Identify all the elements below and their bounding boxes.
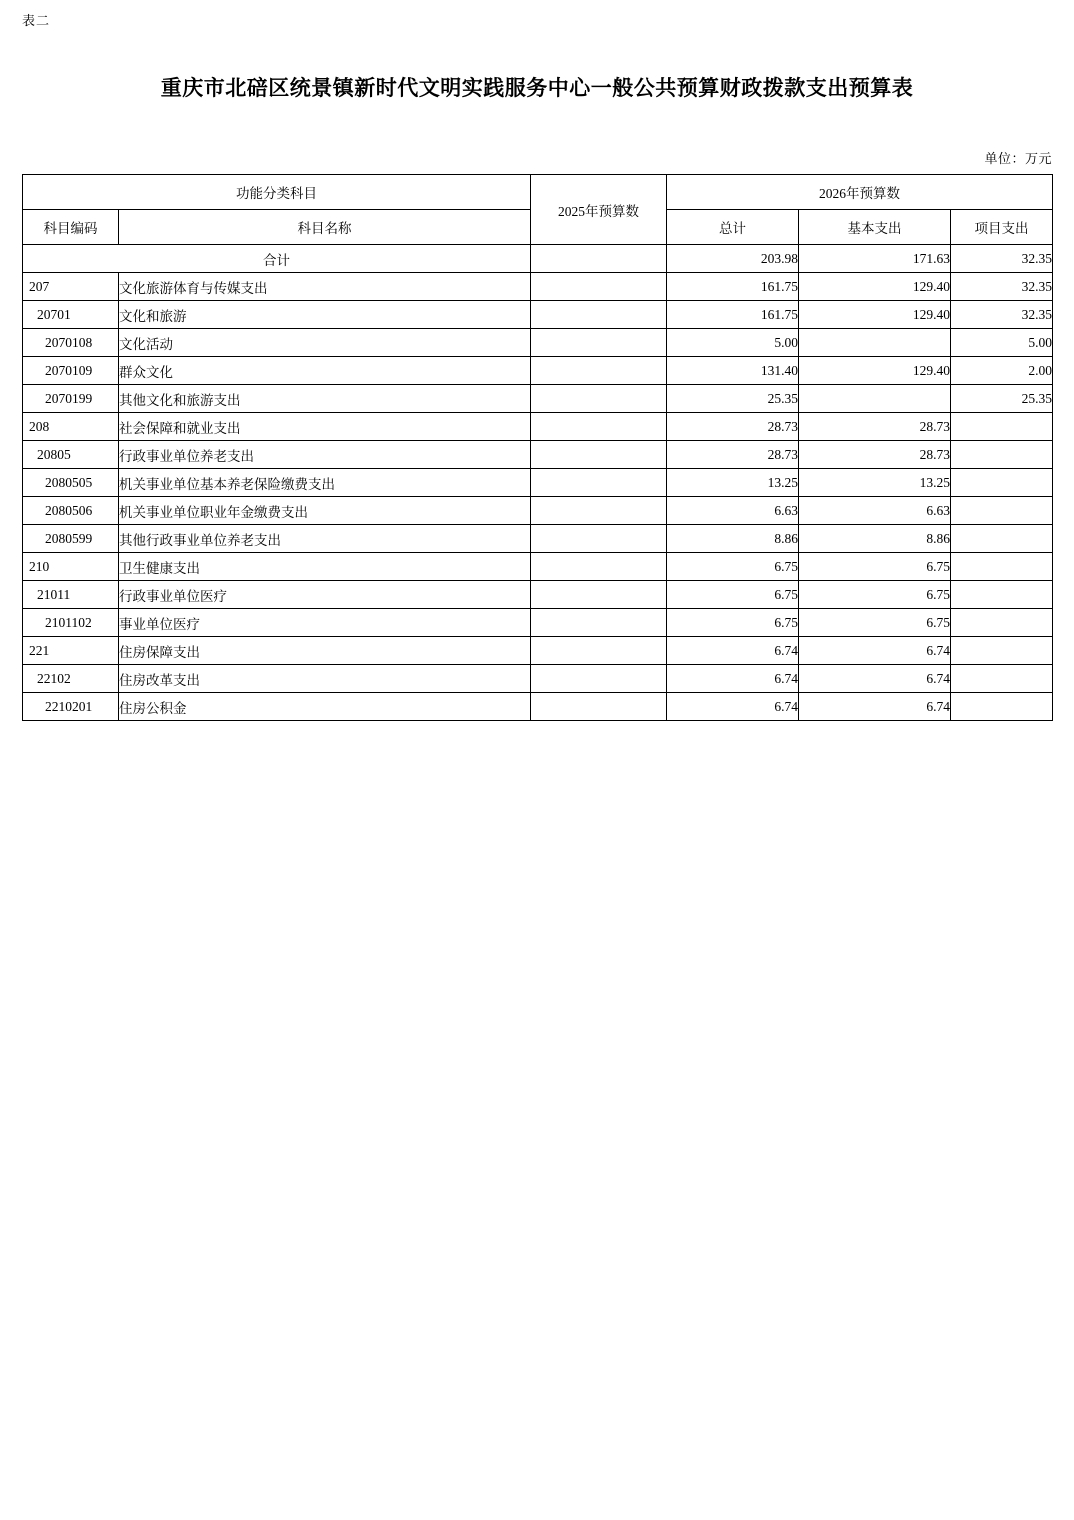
cell-y2025 [531, 329, 667, 357]
cell-subject-name: 文化旅游体育与传媒支出 [119, 273, 531, 301]
cell-basic [799, 385, 951, 413]
unit-note: 单位：万元 [984, 151, 1052, 166]
cell-project [951, 441, 1053, 469]
header-2026-group: 2026年预算数 [667, 175, 1053, 210]
cell-total: 6.74 [667, 693, 799, 721]
header-col-2025: 2025年预算数 [531, 175, 667, 245]
table-row [23, 413, 1053, 441]
table-row [23, 273, 1053, 301]
cell-basic: 13.25 [799, 469, 951, 497]
cell-total: 6.74 [667, 637, 799, 665]
cell-project [951, 497, 1053, 525]
table-row [23, 553, 1053, 581]
table-row [23, 357, 1053, 385]
header-col-basic: 基本支出 [799, 210, 951, 245]
cell-subject-code: 207 [23, 273, 119, 301]
table-row [23, 609, 1053, 637]
cell-project: 32.35 [951, 273, 1053, 301]
cell-subject-name: 文化和旅游 [119, 301, 531, 329]
cell-project [951, 693, 1053, 721]
cell-y2025 [531, 525, 667, 553]
table-row [23, 525, 1053, 553]
cell-total: 6.75 [667, 553, 799, 581]
cell-subject-code: 20805 [23, 441, 119, 469]
cell-subject-name: 住房公积金 [119, 693, 531, 721]
page-title: 重庆市北碚区统景镇新时代文明实践服务中心一般公共预算财政拨款支出预算表 [160, 77, 914, 100]
cell-project [951, 665, 1053, 693]
table-row-total [23, 245, 1053, 273]
cell-total: 6.74 [667, 665, 799, 693]
cell-y2025 [531, 553, 667, 581]
cell-subject-code: 2080506 [23, 497, 119, 525]
cell-y2025 [531, 357, 667, 385]
cell-basic: 6.63 [799, 497, 951, 525]
cell-y2025 [531, 581, 667, 609]
table-row [23, 469, 1053, 497]
sheet-label: 表二 [22, 13, 51, 28]
cell-total: 6.75 [667, 609, 799, 637]
cell-basic [799, 329, 951, 357]
cell-basic: 6.75 [799, 609, 951, 637]
cell-subject-name: 行政事业单位医疗 [119, 581, 531, 609]
cell-basic: 129.40 [799, 357, 951, 385]
cell-subject-code: 208 [23, 413, 119, 441]
cell-subject-code: 20701 [23, 301, 119, 329]
cell-subject-code: 2070109 [23, 357, 119, 385]
cell-project [951, 637, 1053, 665]
total-label: 合计 [23, 245, 531, 273]
total-y2025 [531, 245, 667, 273]
cell-project [951, 525, 1053, 553]
cell-subject-code: 22102 [23, 665, 119, 693]
total-total: 203.98 [667, 245, 799, 273]
table-body [23, 245, 1053, 721]
cell-subject-name: 群众文化 [119, 357, 531, 385]
cell-subject-code: 2101102 [23, 609, 119, 637]
cell-subject-code: 21011 [23, 581, 119, 609]
cell-y2025 [531, 385, 667, 413]
cell-subject-name: 文化活动 [119, 329, 531, 357]
cell-total: 6.63 [667, 497, 799, 525]
cell-total: 25.35 [667, 385, 799, 413]
cell-project: 25.35 [951, 385, 1053, 413]
budget-table [22, 174, 1053, 721]
cell-project [951, 469, 1053, 497]
cell-total: 6.75 [667, 581, 799, 609]
cell-subject-code: 221 [23, 637, 119, 665]
cell-total: 161.75 [667, 273, 799, 301]
cell-subject-code: 2080505 [23, 469, 119, 497]
cell-total: 28.73 [667, 441, 799, 469]
cell-basic: 6.74 [799, 693, 951, 721]
cell-basic: 6.75 [799, 581, 951, 609]
cell-total: 5.00 [667, 329, 799, 357]
cell-basic: 6.74 [799, 665, 951, 693]
header-col-project: 项目支出 [951, 210, 1053, 245]
cell-y2025 [531, 693, 667, 721]
cell-y2025 [531, 637, 667, 665]
cell-y2025 [531, 441, 667, 469]
cell-basic: 28.73 [799, 413, 951, 441]
cell-y2025 [531, 301, 667, 329]
cell-subject-code: 2070108 [23, 329, 119, 357]
cell-subject-name: 行政事业单位养老支出 [119, 441, 531, 469]
cell-project: 5.00 [951, 329, 1053, 357]
cell-subject-name: 机关事业单位职业年金缴费支出 [119, 497, 531, 525]
cell-subject-name: 其他行政事业单位养老支出 [119, 525, 531, 553]
cell-y2025 [531, 413, 667, 441]
table-row [23, 637, 1053, 665]
cell-subject-name: 机关事业单位基本养老保险缴费支出 [119, 469, 531, 497]
table-row [23, 665, 1053, 693]
cell-total: 13.25 [667, 469, 799, 497]
cell-basic: 6.75 [799, 553, 951, 581]
total-project: 32.35 [951, 245, 1053, 273]
total-basic: 171.63 [799, 245, 951, 273]
table-row [23, 693, 1053, 721]
cell-subject-code: 2210201 [23, 693, 119, 721]
cell-basic: 129.40 [799, 301, 951, 329]
table-row [23, 497, 1053, 525]
header-col-total: 总计 [667, 210, 799, 245]
cell-total: 28.73 [667, 413, 799, 441]
cell-total: 161.75 [667, 301, 799, 329]
table-row [23, 581, 1053, 609]
cell-subject-name: 社会保障和就业支出 [119, 413, 531, 441]
cell-project [951, 609, 1053, 637]
header-col-code: 科目编码 [23, 210, 119, 245]
table-row [23, 301, 1053, 329]
cell-y2025 [531, 665, 667, 693]
cell-project [951, 413, 1053, 441]
cell-project: 2.00 [951, 357, 1053, 385]
cell-total: 8.86 [667, 525, 799, 553]
table-row [23, 329, 1053, 357]
cell-y2025 [531, 273, 667, 301]
header-col-name: 科目名称 [119, 210, 531, 245]
cell-y2025 [531, 469, 667, 497]
cell-basic: 8.86 [799, 525, 951, 553]
table-header-row-1 [23, 175, 1053, 210]
cell-subject-name: 其他文化和旅游支出 [119, 385, 531, 413]
table-row [23, 441, 1053, 469]
cell-subject-name: 住房改革支出 [119, 665, 531, 693]
cell-y2025 [531, 497, 667, 525]
cell-subject-name: 卫生健康支出 [119, 553, 531, 581]
cell-total: 131.40 [667, 357, 799, 385]
cell-subject-name: 住房保障支出 [119, 637, 531, 665]
cell-subject-code: 2070199 [23, 385, 119, 413]
table-row [23, 385, 1053, 413]
cell-subject-name: 事业单位医疗 [119, 609, 531, 637]
header-function-group: 功能分类科目 [23, 175, 531, 210]
cell-project [951, 553, 1053, 581]
cell-basic: 28.73 [799, 441, 951, 469]
cell-basic: 129.40 [799, 273, 951, 301]
cell-basic: 6.74 [799, 637, 951, 665]
cell-project [951, 581, 1053, 609]
cell-subject-code: 210 [23, 553, 119, 581]
cell-y2025 [531, 609, 667, 637]
cell-subject-code: 2080599 [23, 525, 119, 553]
cell-project: 32.35 [951, 301, 1053, 329]
